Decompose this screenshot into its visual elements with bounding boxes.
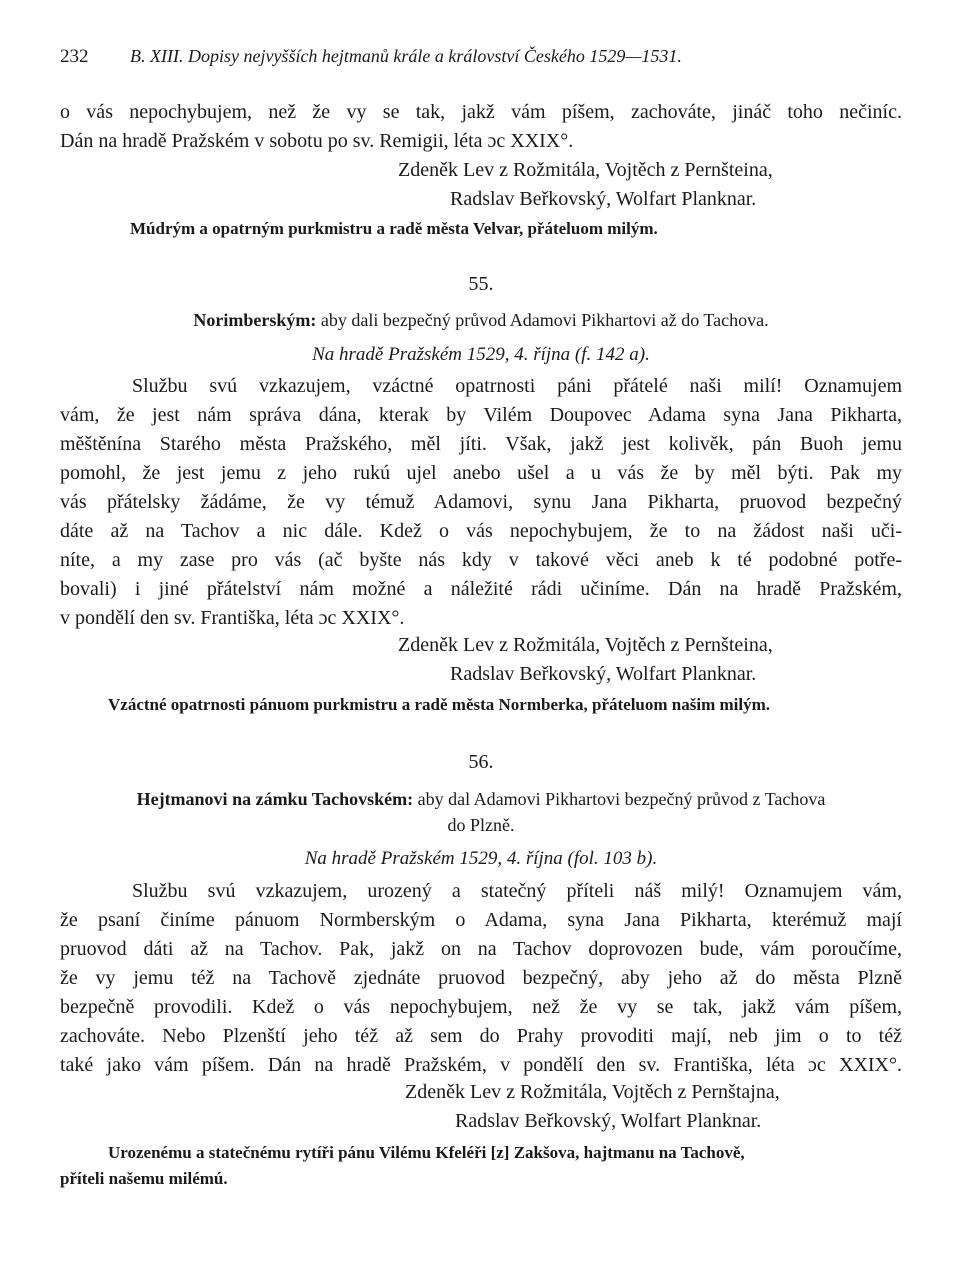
signature-line: Radslav Beřkovský, Wolfart Planknar. xyxy=(450,663,757,685)
letter-number: 55. xyxy=(468,273,494,295)
letter-heading-line2: do Plzně. xyxy=(447,815,515,835)
text-line: také jako vám píšem. Dán na hradě Pražském, v pondělí den sv. Františka, léta ɔc XXIX°. xyxy=(60,1054,902,1076)
letter-number: 56. xyxy=(468,751,494,773)
running-head-title: B. XIII. Dopisy nejvyšších hejtmanů krále a království Českého 1529—1531. xyxy=(130,46,682,66)
heading-summary: aby dali bezpečný průvod Adamovi Pikhartovi až do Tachova. xyxy=(316,310,769,330)
book-page xyxy=(60,0,902,1280)
text-line: v pondělí den sv. Františka, léta ɔc XXIX°. xyxy=(60,607,405,629)
letter-heading xyxy=(60,786,902,812)
text-line: níte, a my zase pro vás (ač byšte nás kdy v takové věci aneb k té podobné potře- xyxy=(60,549,902,571)
signature-line: Zdeněk Lev z Rožmitála, Vojtěch z Pernšteina, xyxy=(398,634,773,656)
signature-line: Zdeněk Lev z Rožmitála, Vojtěch z Pernštajna, xyxy=(405,1081,780,1103)
text-line: Dán na hradě Pražském v sobotu po sv. Remigii, léta ɔc XXIX°. xyxy=(60,130,574,152)
text-line: Službu svú vzkazujem, urozený a statečný příteli náš milý! Oznamujem vám, xyxy=(132,880,902,902)
page-number: 232 xyxy=(60,46,89,67)
address-line: Vzáctné opatrnosti pánuom purkmistru a radě města Normberka, přáteluom našim milým. xyxy=(108,695,771,714)
signature-line: Radslav Beřkovský, Wolfart Planknar. xyxy=(450,188,757,210)
text-line: Službu svú vzkazujem, vzáctné opatrnosti páni přátelé naši milí! Oznamujem xyxy=(132,375,902,397)
signature-line: Zdeněk Lev z Rožmitála, Vojtěch z Pernšteina, xyxy=(398,159,773,181)
text-line: bezpečně provodili. Kdež o vás nepochybujem, než že vy se tak, jakž vám píšem, xyxy=(60,996,902,1018)
letter-dateline: Na hradě Pražském 1529, 4. října (fol. 103 b). xyxy=(304,848,658,869)
running-head xyxy=(60,46,902,72)
text-line: o vás nepochybujem, než že vy se tak, jakž vám píšem, zachováte, jináč toho nečiníc. xyxy=(60,101,902,123)
letter-dateline: Na hradě Pražském 1529, 4. října (f. 142 a). xyxy=(312,344,650,365)
text-line: bovali) i jiné přátelství nám možné a náležité rádi učiníme. Dán na hradě Pražském, xyxy=(60,578,902,600)
heading-summary: aby dal Adamovi Pikhartovi bezpečný průvod z Tachova xyxy=(413,789,826,809)
text-line: že psaní činíme pánuom Normberským o Adama, syna Jana Pikharta, kterémuž mají xyxy=(60,909,902,931)
letter55-body xyxy=(60,372,902,633)
text-line: že vy jemu též na Tachově zjednáte pruovod bezpečný, aby jeho až do města Plzně xyxy=(60,967,902,989)
text-line: pomohl, že jest jemu z jeho rukú ujel anebo ušel a u vás že by měl býti. Pak my xyxy=(60,462,902,484)
prev-letter-body xyxy=(60,98,902,156)
address-line: příteli našemu milémú. xyxy=(60,1169,228,1188)
text-line: pruovod dáti až na Tachov. Pak, jakž on na Tachov doprovozen bude, vám poroučíme, xyxy=(60,938,902,960)
text-line: vás přátelsky žádáme, že vy témuž Adamovi, synu Jana Pikharta, pruovod bezpečný xyxy=(60,491,902,513)
text-line: vám, že jest nám správa dána, kterak by Vilém Doupovec Adama syna Jana Pikharta, xyxy=(60,404,902,426)
text-line: měštěnína Starého města Pražského, měl jíti. Však, jakž jest kolivěk, pán Buoh jemu xyxy=(60,433,902,455)
heading-recipient: Norimberským: xyxy=(193,310,317,330)
address-line: Urozenému a statečnému rytíři pánu Vilému Kfeléři [z] Zakšova, hajtmanu na Tachově, xyxy=(108,1143,745,1162)
text-line: zachováte. Nebo Plzenští jeho též až sem do Prahy provoditi mají, neb jim o to též xyxy=(60,1025,902,1047)
heading-recipient: Hejtmanovi na zámku Tachovském: xyxy=(136,789,414,809)
letter56-body xyxy=(60,877,902,1080)
address-line: Múdrým a opatrným purkmistru a radě města Velvar, přáteluom milým. xyxy=(130,219,658,238)
signature-line: Radslav Beřkovský, Wolfart Planknar. xyxy=(455,1110,762,1132)
letter-heading xyxy=(60,307,902,333)
text-line: dáte až na Tachov a nic dále. Kdež o vás nepochybujem, že to na žádost naši uči- xyxy=(60,520,902,542)
